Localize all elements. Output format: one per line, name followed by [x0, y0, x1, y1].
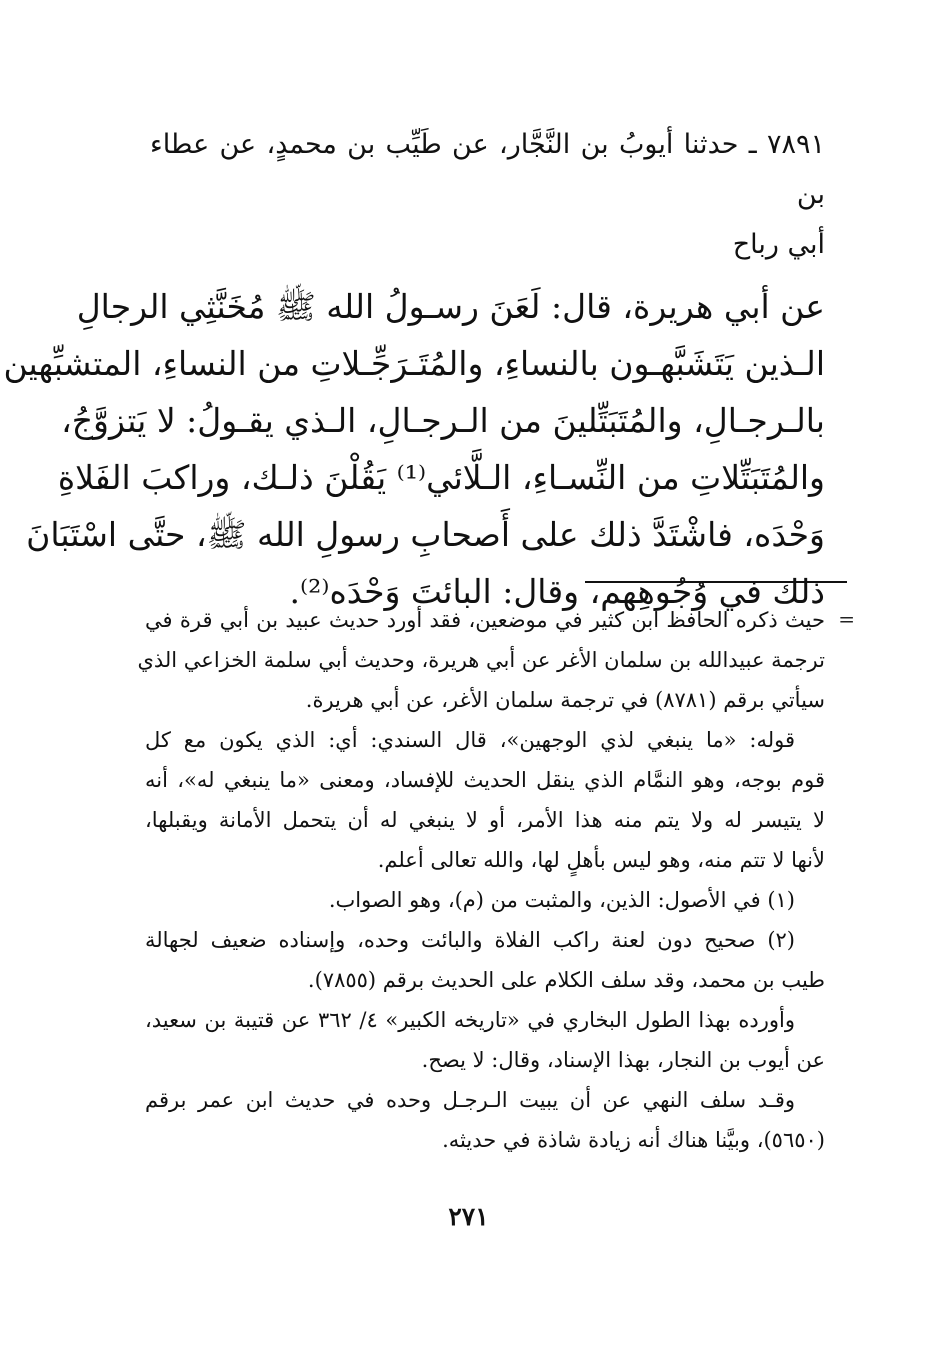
hadith-matn-line: وَحْدَه، فاشْتَدَّ ذلك على أَصحابِ رسولِ الله ﷺ، حتَّى اسْتَبَانَ [26, 515, 825, 554]
footnote-2-line: (٢) صحيح دون لعنة راكب الفلاة والبائت وحده، وإسناده ضعيف لجهالة [145, 928, 795, 952]
footnote-1: (١) في الأصول: الذين، والمثبت من (م)، وهو الصواب. [328, 888, 795, 912]
hadith-isnad-line: أبي رباح [732, 229, 825, 260]
hadith-isnad-line: ٧٨٩١ ـ حدثنا أيوبُ بن النَّجَّار، عن طَيِّب بن محمدٍ، عن عطاء بن [150, 129, 825, 210]
footnote-comment-line: لأنها لا تتم منه، وهو ليس بأهلٍ لها، والله تعالى أعلم. [377, 848, 825, 872]
footnote-continuation-line: ترجمة عبيدالله بن سلمان الأغر عن أبي هريرة، وحديث أبي سلمة الخزاعي الذي [137, 648, 825, 672]
footnote-2-line: وأورده بهذا الطول البخاري في «تاريخه الكبير» ٤/ ٣٦٢ عن قتيبة بن سعيد، [145, 1008, 795, 1032]
footnote-continuation-line: حيث ذكره الحافظ ابن كثير في موضعين، فقد أورد حديث عبيد بن أبي قرة في [145, 608, 825, 632]
footnote-continuation-line: سيأتي برقم (٨٧٨١) في ترجمة سلمان الأغر، عن أبي هريرة. [305, 688, 825, 712]
hadith-matn-line: بالـرجـالِ، والمُتَبَتِّلينَ من الـرجـالِ، الـذي يقـولُ: لا يَتزوَّجُ، [61, 401, 825, 440]
footnote-divider [585, 581, 847, 583]
page-number: ٢٧١ [448, 1202, 489, 1231]
footnote-2-line: (٥٦٥٠)، وبيَّنا هناك أنه زيادة شاذة في حديثه. [442, 1128, 825, 1152]
hadith-matn-line: ذلك في وُجُوهِهم، وقال: البائتَ وَحْدَه⁽²⁾. [289, 572, 825, 611]
hadith-matn-line: الـذين يَتَشَبَّهـون بالنساءِ، والمُتَـرَجِّـلاتِ من النساءِ، المتشبِّهين [3, 344, 825, 383]
hadith-matn-line: عن أبي هريرة، قال: لَعَنَ رسـولُ الله ﷺ مُخَنَّثِي الرجالِ [76, 287, 825, 326]
footnote-comment-line: لا يتيسر له ولا يتم منه هذا الأمر، أو لا ينبغي له أن يتحمل الأمانة ويقبلها، [145, 808, 825, 832]
hadith-matn-line: والمُتَبَتِّلاتِ من النِّسـاءِ، الـلَّائي⁽¹⁾ يَقُلْنَ ذلـك، وراكبَ الفَلاةِ [57, 458, 825, 497]
footnote-2-line: وقـد سلف النهي عن أن يبيت الـرجـل وحده في حديث ابن عمر برقم [145, 1088, 795, 1112]
footnotes-block [137, 600, 825, 1160]
footnote-2-line: عن أيوب بن النجار، بهذا الإسناد، وقال: لا يصح. [421, 1048, 825, 1072]
footnote-2-line: طيب بن محمد، وقد سلف الكلام على الحديث برقم (٧٨٥٥). [307, 968, 825, 992]
footnote-comment-line: قوم بوجه، وهو النمَّام الذي ينقل الحديث للإفساد، ومعنى «ما ينبغي له»، أنه [145, 768, 825, 792]
continuation-marker: = [838, 607, 855, 631]
footnote-comment-line: قوله: «ما ينبغي لذي الوجهين»، قال السندي: أي: الذي يكون مع كل [145, 728, 795, 752]
